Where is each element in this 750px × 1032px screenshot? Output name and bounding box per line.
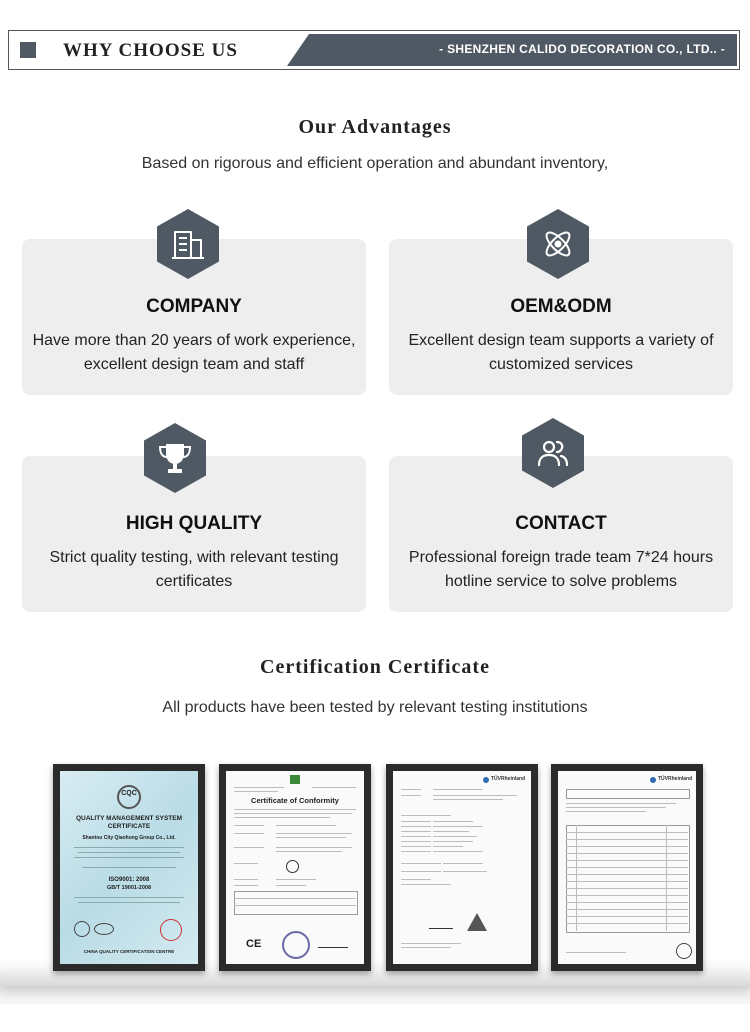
card-title: COMPANY bbox=[146, 296, 242, 317]
certificate-frame-tuv-1 bbox=[386, 764, 538, 971]
certificate-paper bbox=[393, 771, 531, 964]
k-mark-icon bbox=[286, 860, 299, 873]
report-header-box bbox=[566, 789, 690, 799]
certification-subtitle: All products have been tested by relevant testing institutions bbox=[162, 699, 588, 716]
card-description: Excellent design team supports a variety of customized services bbox=[408, 332, 714, 373]
standards-table bbox=[234, 891, 358, 915]
ce-mark: CE bbox=[246, 938, 262, 950]
red-stamp-icon bbox=[160, 919, 182, 941]
section-header bbox=[8, 30, 740, 70]
shelf-edge bbox=[0, 970, 750, 986]
certificate-frame-tuv-2 bbox=[551, 764, 703, 971]
blue-stamp-icon bbox=[282, 931, 310, 959]
cqc-seal-icon bbox=[117, 785, 141, 809]
advantages-subtitle: Based on rigorous and efficient operation and abundant inventory, bbox=[141, 155, 609, 172]
certificate-frame-conformity bbox=[219, 764, 371, 971]
certificate-logo: CQC bbox=[121, 790, 137, 797]
card-description: Have more than 20 years of work experience, excellent design team and staff bbox=[32, 332, 356, 373]
certificate-standard-2: GB/T 19001-2008 bbox=[106, 885, 152, 891]
tuv-triangle-icon bbox=[467, 913, 487, 931]
iqnet-logo-icon bbox=[94, 923, 114, 935]
certificate-org: CHINA QUALITY CERTIFICATION CENTRE bbox=[83, 949, 175, 954]
tuv-logo-icon bbox=[483, 777, 489, 783]
header-title: WHY CHOOSE US bbox=[63, 40, 238, 61]
tuv-logo-icon bbox=[650, 777, 656, 783]
certificate-paper bbox=[226, 771, 364, 964]
tuv-brand: TÜVRheinland bbox=[658, 776, 693, 782]
certificate-heading: Certificate of Conformity bbox=[251, 796, 339, 805]
card-description: Strict quality testing, with relevant testing certificates bbox=[49, 549, 339, 590]
lab-logo-icon bbox=[290, 775, 300, 784]
header-square-icon bbox=[20, 42, 36, 58]
company-name: - SHENZHEN CALIDO DECORATION CO., LTD.. - bbox=[439, 42, 725, 56]
certification-title: Certification Certificate bbox=[260, 656, 490, 678]
card-title: HIGH QUALITY bbox=[125, 513, 263, 534]
certificate-heading: QUALITY MANAGEMENT SYSTEM CERTIFICATE bbox=[75, 815, 183, 830]
tuv-seal-icon bbox=[676, 943, 692, 959]
certificate-paper bbox=[558, 771, 696, 964]
certificate-frame-qms bbox=[53, 764, 205, 971]
tuv-brand: TÜVRheinland bbox=[491, 776, 526, 782]
seal-icon bbox=[74, 921, 90, 937]
card-title: CONTACT bbox=[515, 513, 607, 534]
card-description: Professional foreign trade team 7*24 hours hotline service to solve problems bbox=[408, 549, 714, 590]
certificate-paper bbox=[60, 771, 198, 964]
card-title: OEM&ODM bbox=[510, 296, 612, 317]
certificate-company: Shantou City Qiaohong Group Co., Ltd. bbox=[82, 835, 176, 841]
advantages-title: Our Advantages bbox=[298, 116, 452, 138]
certificate-standard: ISO9001: 2008 bbox=[108, 877, 150, 883]
